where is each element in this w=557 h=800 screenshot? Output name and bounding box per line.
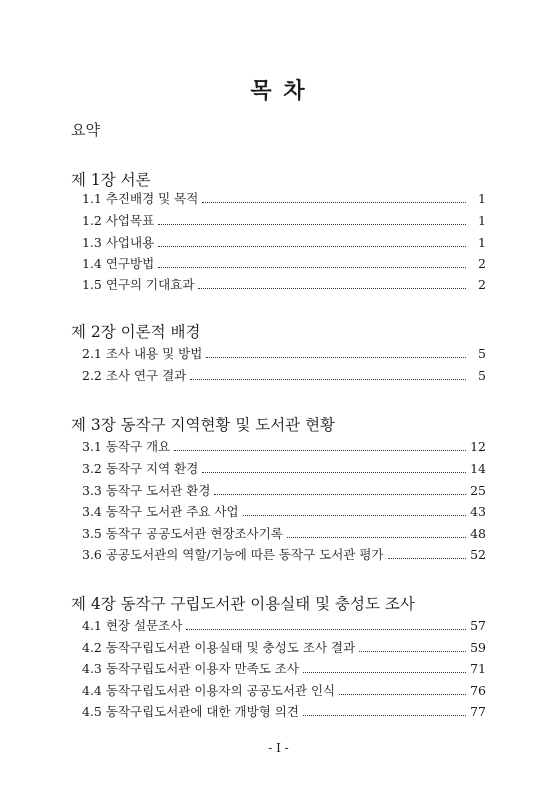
entry-page-number: 14	[470, 461, 486, 476]
entry-label: 2.1 조사 내용 및 방법	[82, 346, 203, 361]
summary-entry: 요약	[71, 121, 100, 139]
dot-leader	[243, 515, 466, 516]
entry-page-number: 2	[478, 277, 486, 292]
dot-leader	[206, 357, 466, 358]
toc-entry-4-3	[82, 659, 486, 679]
chapter-1-heading: 제 1장 서론	[71, 171, 151, 189]
toc-entry-4-1	[82, 616, 486, 636]
entry-page-number: 48	[470, 526, 486, 541]
entry-label: 4.2 동작구립도서관 이용실태 및 충성도 조사 결과	[82, 640, 356, 655]
entry-label: 3.1 동작구 개요	[82, 439, 171, 454]
page-footer-number: - I -	[268, 741, 289, 755]
chapter-2-heading: 제 2장 이론적 배경	[71, 323, 201, 341]
toc-entry-3-3	[82, 481, 486, 501]
dot-leader	[202, 472, 466, 473]
entry-page-number: 52	[470, 547, 486, 562]
entry-page-number: 43	[470, 504, 486, 519]
entry-page-number: 5	[478, 346, 486, 361]
entry-label: 1.3 사업내용	[82, 235, 155, 250]
toc-entry-3-1	[82, 437, 486, 457]
entry-label: 3.3 동작구 도서관 환경	[82, 483, 211, 498]
dot-leader	[287, 537, 466, 538]
toc-entry-1-2	[82, 211, 486, 231]
entry-page-number: 1	[478, 191, 486, 206]
dot-leader	[202, 202, 466, 203]
page-title: 목 차	[250, 78, 307, 104]
toc-entry-2-2	[82, 366, 486, 386]
dot-leader	[158, 224, 466, 225]
toc-entry-1-5	[82, 275, 486, 295]
entry-label: 1.2 사업목표	[82, 213, 155, 228]
toc-entry-3-4	[82, 502, 486, 522]
entry-page-number: 59	[470, 640, 486, 655]
toc-entry-3-5	[82, 524, 486, 544]
dot-leader	[388, 558, 466, 559]
entry-page-number: 76	[470, 683, 486, 698]
toc-entry-1-4	[82, 254, 486, 274]
dot-leader	[359, 651, 466, 652]
entry-label: 3.4 동작구 도서관 주요 사업	[82, 504, 239, 519]
entry-page-number: 57	[470, 618, 486, 633]
dot-leader	[186, 629, 466, 630]
entry-label: 4.5 동작구립도서관에 대한 개방형 의견	[82, 704, 299, 719]
chapter-3-heading: 제 3장 동작구 지역현황 및 도서관 현황	[71, 416, 336, 434]
dot-leader	[339, 694, 466, 695]
dot-leader	[214, 494, 466, 495]
entry-page-number: 12	[470, 439, 486, 454]
entry-page-number: 25	[470, 483, 486, 498]
entry-label: 4.1 현장 설문조사	[82, 618, 183, 633]
entry-label: 3.2 동작구 지역 환경	[82, 461, 199, 476]
entry-label: 1.4 연구방법	[82, 256, 155, 271]
entry-label: 1.5 연구의 기대효과	[82, 277, 195, 292]
entry-label: 3.6 공공도서관의 역할/기능에 따른 동작구 도서관 평가	[82, 547, 384, 562]
toc-entry-4-4	[82, 681, 486, 701]
chapter-4-heading: 제 4장 동작구 구립도서관 이용실태 및 충성도 조사	[71, 595, 415, 613]
entry-page-number: 1	[478, 235, 486, 250]
entry-label: 3.5 동작구 공공도서관 현장조사기록	[82, 526, 283, 541]
entry-page-number: 77	[470, 704, 486, 719]
toc-entry-4-5	[82, 702, 486, 722]
entry-page-number: 71	[470, 661, 486, 676]
entry-page-number: 1	[478, 213, 486, 228]
toc-entry-1-1	[82, 189, 486, 209]
dot-leader	[303, 715, 466, 716]
dot-leader	[158, 267, 466, 268]
toc-entry-1-3	[82, 233, 486, 253]
toc-entry-3-2	[82, 459, 486, 479]
entry-label: 2.2 조사 연구 결과	[82, 368, 187, 383]
dot-leader	[174, 450, 466, 451]
toc-entry-2-1	[82, 344, 486, 364]
entry-label: 4.3 동작구립도서관 이용자 만족도 조사	[82, 661, 299, 676]
entry-label: 4.4 동작구립도서관 이용자의 공공도서관 인식	[82, 683, 336, 698]
dot-leader	[198, 288, 466, 289]
dot-leader	[190, 379, 466, 380]
dot-leader	[158, 246, 466, 247]
toc-entry-4-2	[82, 638, 486, 658]
entry-page-number: 2	[478, 256, 486, 271]
toc-entry-3-6	[82, 545, 486, 565]
entry-page-number: 5	[478, 368, 486, 383]
entry-label: 1.1 추진배경 및 목적	[82, 191, 199, 206]
dot-leader	[303, 672, 466, 673]
